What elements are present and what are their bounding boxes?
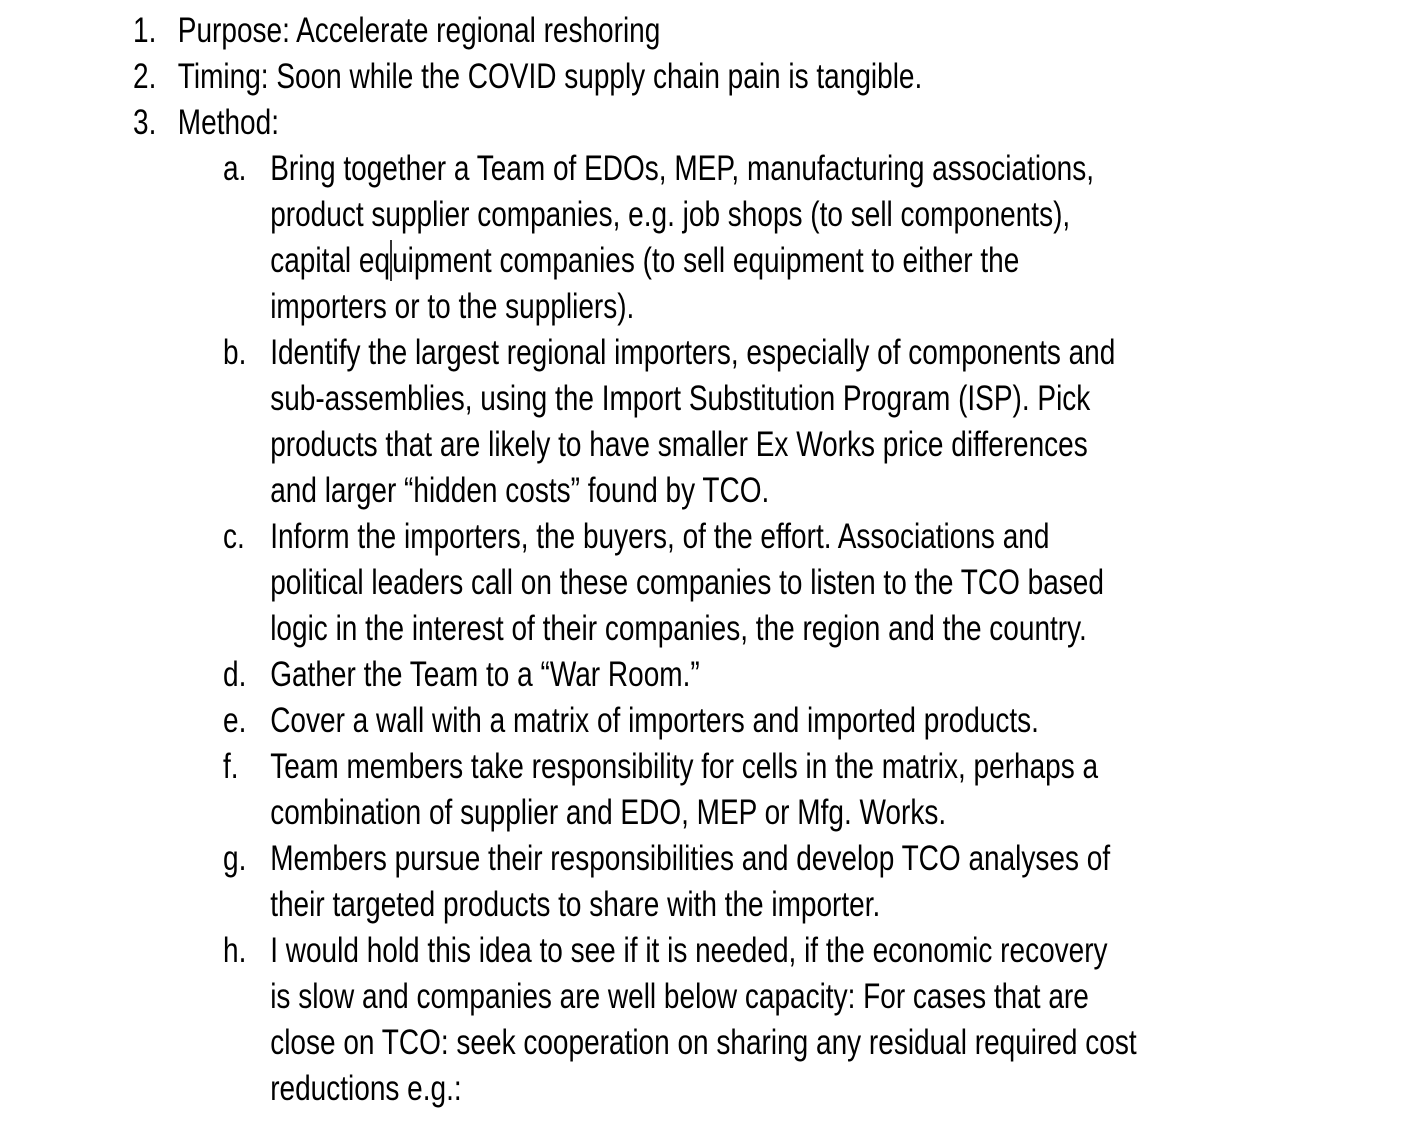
list-item-2 [133,54,1168,100]
list-item-text: Members pursue their responsibilities and develop TCO analyses of [270,839,1111,878]
list-item-text: I would hold this idea to see if it is needed, if the economic recovery [270,931,1108,970]
sublist-item-e [223,698,1186,744]
list-item-marker: h. [223,931,247,970]
list-item-text: Bring together a Team of EDOs, MEP, manufacturing associations, [270,149,1095,188]
sublist-item-a-line [223,284,1186,330]
list-item-marker: d. [223,655,247,694]
sublist-item-g-line [223,882,1186,928]
sublist-item-f-line [223,790,1186,836]
sublist-item-g [223,836,1186,882]
list-item-text: close on TCO: seek cooperation on sharing any residual required cost [270,1023,1137,1062]
sublist-item-c [223,514,1186,560]
list-item-text: products that are likely to have smaller Ex Works price differences [270,425,1088,464]
list-item-3 [133,100,1168,146]
list-item-marker: e. [223,701,247,740]
list-item-marker: b. [223,333,247,372]
list-item-marker: 1. [133,11,157,50]
sublist-item-h [223,928,1186,974]
sublist-item-f [223,744,1186,790]
list-item-text [270,241,1019,280]
list-item-marker: c. [223,517,245,556]
list-item-text: Purpose: Accelerate regional reshoring [177,11,661,50]
list-item-text: their targeted products to share with the importer. [270,885,881,924]
sublist-item-h-line [223,974,1186,1020]
sublist-item-c-line [223,560,1186,606]
sublist-item-b-line [223,468,1186,514]
sublist-item-h-line [223,1066,1186,1112]
sublist-item-b-line [223,376,1186,422]
list-item-text: Timing: Soon while the COVID supply chain pain is tangible. [177,57,923,96]
sublist-item-h-line [223,1020,1186,1066]
list-item-text: reductions e.g.: [270,1069,462,1108]
list-item-text: Team members take responsibility for cells in the matrix, perhaps a [270,747,1099,786]
list-item-text: Cover a wall with a matrix of importers and imported products. [270,701,1039,740]
list-item-marker: 2. [133,57,157,96]
list-item-text: Gather the Team to a “War Room.” [270,655,700,694]
list-item-marker: g. [223,839,247,878]
sublist-item-b [223,330,1186,376]
list-item-text: logic in the interest of their companies, the region and the country. [270,609,1087,648]
list-item-text: political leaders call on these companies to listen to the TCO based [270,563,1104,602]
text-after-cursor: uipment companies (to sell equipment to either the [392,241,1020,280]
list-item-text: and larger “hidden costs” found by TCO. [270,471,770,510]
sublist-item-c-line [223,606,1186,652]
list-item-marker: f. [223,747,239,786]
list-item-text: sub-assemblies, using the Import Substitution Program (ISP). Pick [270,379,1091,418]
list-item-marker: a. [223,149,247,188]
sublist-item-a [223,146,1186,192]
list-item-text: is slow and companies are well below capacity: For cases that are [270,977,1089,1016]
list-item-text: Inform the importers, the buyers, of the effort. Associations and [270,517,1050,556]
list-item-marker: 3. [133,103,157,142]
list-item-1 [133,8,1168,54]
sublist-item-a-line [223,192,1186,238]
list-item-text: Identify the largest regional importers, especially of components and [270,333,1116,372]
list-item-text: importers or to the suppliers). [270,287,635,326]
list-item-text: product supplier companies, e.g. job shops (to sell components), [270,195,1071,234]
sublist-item-b-line [223,422,1186,468]
text-before-cursor: capital eq [270,241,391,280]
sublist-item-d [223,652,1186,698]
list-item-text: Method: [177,103,279,142]
sublist-item-a-line [223,238,1186,284]
list-item-text: combination of supplier and EDO, MEP or Mfg. Works. [270,793,947,832]
